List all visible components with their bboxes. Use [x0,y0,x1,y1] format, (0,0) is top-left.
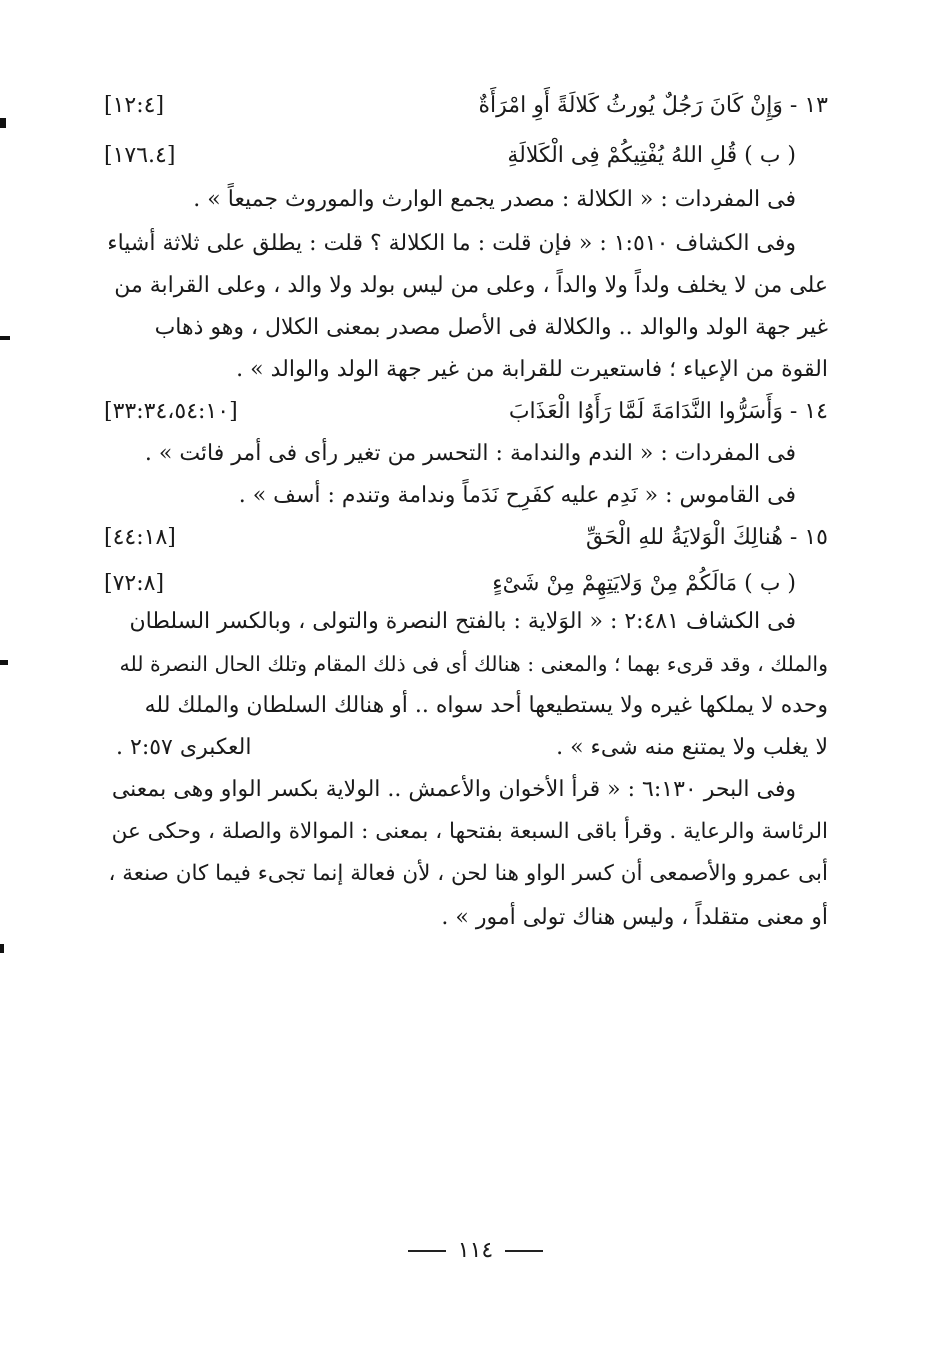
commentary-text: أبى عمرو والأصمعى أن كسر الواو هنا لحن ، لأن فعالة إنما تجىء فيما كان صنعة ، [108,861,828,886]
commentary-line [104,812,828,852]
verse-text: ١٥ - هُنالِكَ الْوَلايَةُ للهِ الْحَقِّ [585,525,828,550]
commentary-text: أو معنى متقلداً ، وليس هناك تولى أمور » . [441,905,828,930]
verse-reference: [١٢:٤] [104,93,165,118]
commentary-text: وفى الكشاف ١:٥١٠ : « فإن قلت : ما الكلالة ؟ قلت : يطلق على ثلاثة أشياء [107,231,796,256]
commentary-line [104,770,828,810]
commentary-text: وحده لا يملكها غيره ولا يستطيعها أحد سواه .. أو هنالك السلطان والملك لله [144,693,828,718]
commentary-line [104,434,828,474]
verse-text: ١٣ - وَإِنْ كَانَ رَجُلٌ يُورثُ كَلالَةً أَوِ امْرَأَةٌ [478,93,828,118]
commentary-text: فى المفردات : « الندم والندامة : التحسر من تغير رأى فى أمر فائت » . [144,441,796,466]
commentary-text: لا يغلب ولا يمتنع منه شىء » . [556,735,828,760]
commentary-line [104,686,828,726]
verse-reference: [١٧٦.٤] [104,143,176,168]
verse-text: ( ب ) مَالَكُمْ مِنْ وَلايَتِهِمْ مِنْ شَىْءٍ [492,571,796,596]
dash-left [505,1250,543,1252]
commentary-line [104,602,828,642]
margin-mark [0,660,8,665]
entry-15-verse-line [104,518,828,558]
commentary-text: غير جهة الولد والوالد .. والكلالة فى الأصل مصدر بمعنى الكلال ، وهو ذهاب [154,315,828,340]
commentary-text: وفى البحر ٦:١٣٠ : « قرأ الأخوان والأعمش .. الولاية بكسر الواو وهى بمعنى [111,777,796,802]
margin-mark [0,118,6,128]
verse-text: ١٤ - وَأَسَرُّوا النَّدَامَةَ لَمَّا رَأَوُا الْعَذَابَ [508,399,828,424]
commentary-line [104,224,828,264]
verse-reference: [٤٤:١٨] [104,525,176,550]
dash-right [408,1250,446,1252]
commentary-text: فى المفردات : « الكلالة : مصدر يجمع الوارث والموروث جميعاً » . [193,187,796,212]
commentary-line [104,476,828,516]
commentary-line [104,350,828,390]
commentary-text: والملك ، وقد قرىء بهما ؛ والمعنى : هنالك أى فى ذلك المقام وتلك الحال النصرة لله [119,652,828,676]
commentary-text: فى القاموس : « نَدِم عليه كفَرِح نَدَماً وندامة وتندم : أسف » . [238,483,796,508]
verse-text: ( ب ) قُلِ اللهُ يُفْتِيكُمْ فِى الْكَلالَةِ [507,143,796,168]
commentary-text: على من لا يخلف ولداً ولا والداً ، وعلى من ليس بولد ولا والد ، وعلى القرابة من [114,273,828,298]
commentary-line [104,644,828,684]
entry-13-verse-line [104,86,828,126]
verse-reference: [٣٣:٣٤،٥٤:١٠] [104,399,238,424]
entry-13b-verse-line [104,136,828,176]
commentary-line [104,728,828,768]
source-reference: العكبرى ٢:٥٧ . [116,735,252,760]
commentary-text: فى الكشاف ٢:٤٨١ : « الوَلاية : بالفتح النصرة والتولى ، وبالكسر السلطان [129,609,796,634]
entry-14-verse-line [104,392,828,432]
commentary-line [104,854,828,894]
commentary-text: الرئاسة والرعاية . وقرأ باقى السبعة بفتحها ، بمعنى : الموالاة والصلة ، وحكى عن [111,819,828,844]
verse-reference: [٧٢:٨] [104,571,165,596]
margin-mark [0,336,10,340]
margin-mark [0,944,4,953]
commentary-line [104,308,828,348]
page-number-text: ١١٤ [457,1238,494,1263]
commentary-line [104,898,828,938]
commentary-line [104,266,828,306]
entry-15b-verse-line [104,564,828,604]
page-number [0,1238,951,1263]
commentary-line [104,180,828,220]
commentary-text: القوة من الإعياء ؛ فاستعيرت للقرابة من غير جهة الولد والوالد » . [236,357,828,382]
